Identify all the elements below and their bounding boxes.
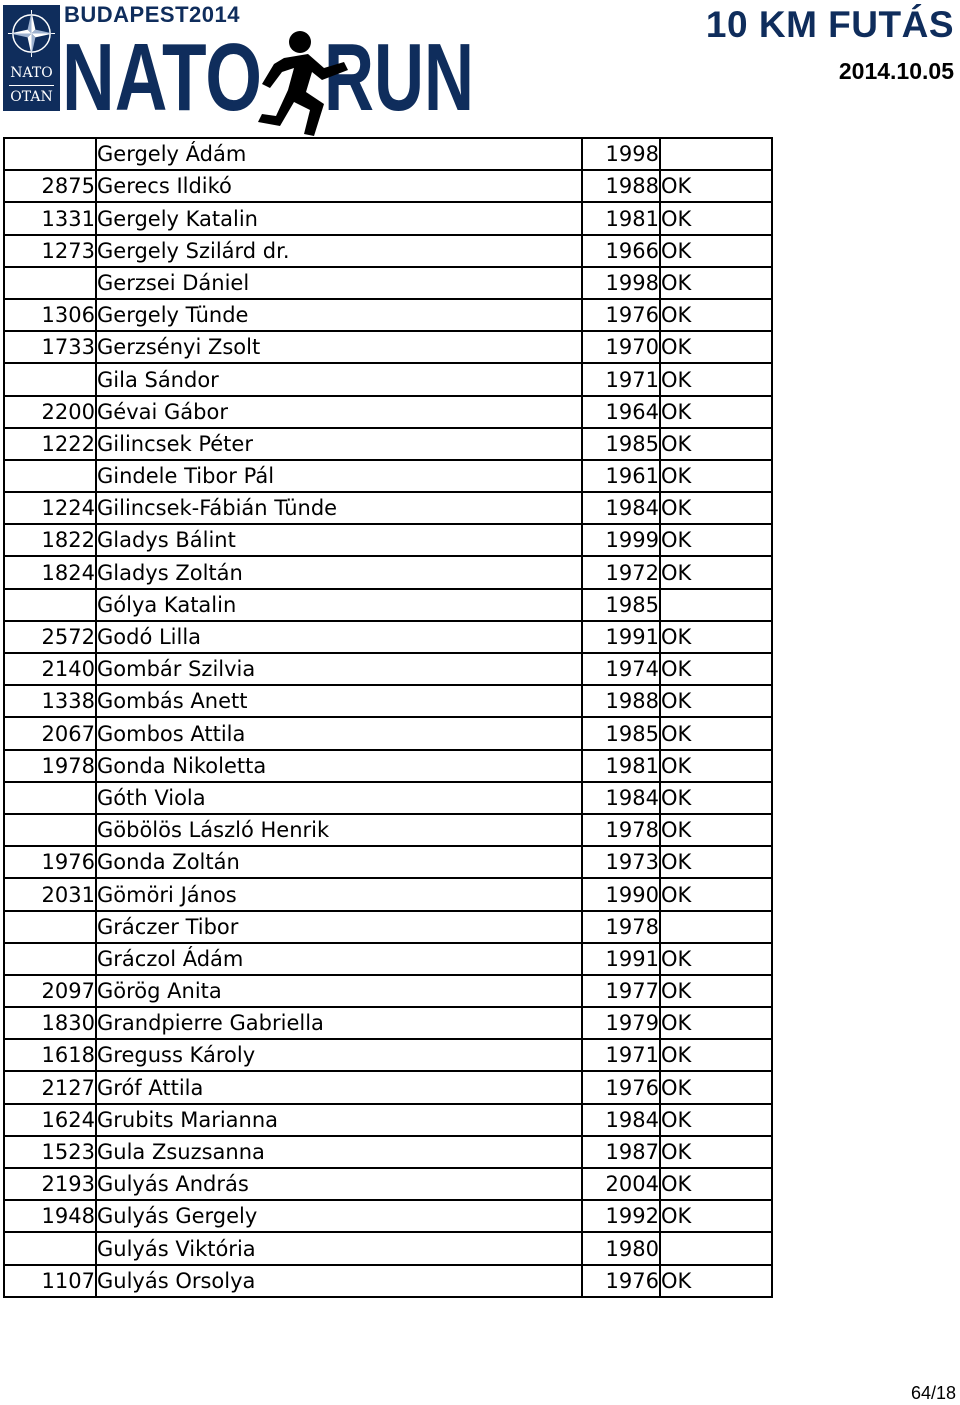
status: OK — [660, 396, 772, 428]
status: OK — [660, 1071, 772, 1103]
table-row — [4, 299, 772, 331]
table-row — [4, 492, 772, 524]
status: OK — [660, 202, 772, 234]
runner-name: Gulyás András — [96, 1168, 582, 1200]
table-row — [4, 911, 772, 943]
status: OK — [660, 267, 772, 299]
event-title: 10 KM FUTÁS — [705, 4, 954, 45]
birth-year: 1971 — [582, 1039, 660, 1071]
status: OK — [660, 460, 772, 492]
bib-number: 1830 — [4, 1007, 96, 1039]
bib-number — [4, 943, 96, 975]
status: OK — [660, 299, 772, 331]
table-row — [4, 975, 772, 1007]
runner-name: Gindele Tibor Pál — [96, 460, 582, 492]
bib-number: 1222 — [4, 428, 96, 460]
bib-number — [4, 363, 96, 395]
status — [660, 589, 772, 621]
birth-year: 1990 — [582, 878, 660, 910]
birth-year: 1985 — [582, 717, 660, 749]
bib-number: 1306 — [4, 299, 96, 331]
runner-name: Gonda Nikoletta — [96, 750, 582, 782]
birth-year: 1988 — [582, 685, 660, 717]
status: OK — [660, 653, 772, 685]
bib-number: 2572 — [4, 621, 96, 653]
table-row — [4, 846, 772, 878]
status: OK — [660, 943, 772, 975]
status: OK — [660, 878, 772, 910]
birth-year: 1981 — [582, 750, 660, 782]
bib-number: 1976 — [4, 846, 96, 878]
runner-name: Göbölös László Henrik — [96, 814, 582, 846]
runner-name: Gulyás Gergely — [96, 1200, 582, 1232]
table-row — [4, 685, 772, 717]
birth-year: 1976 — [582, 1265, 660, 1297]
runner-name: Gilincsek-Fábián Tünde — [96, 492, 582, 524]
birth-year: 1985 — [582, 589, 660, 621]
table-row — [4, 1232, 772, 1264]
bib-number — [4, 267, 96, 299]
table-row — [4, 235, 772, 267]
bib-number: 1618 — [4, 1039, 96, 1071]
birth-year: 1972 — [582, 556, 660, 588]
birth-year: 1991 — [582, 943, 660, 975]
status: OK — [660, 750, 772, 782]
runner-name: Gólya Katalin — [96, 589, 582, 621]
birth-year: 1973 — [582, 846, 660, 878]
bib-number: 1822 — [4, 524, 96, 556]
bib-number — [4, 1232, 96, 1264]
runner-name: Gerecs Ildikó — [96, 170, 582, 202]
birth-year: 1971 — [582, 363, 660, 395]
table-row — [4, 1136, 772, 1168]
bib-number: 1273 — [4, 235, 96, 267]
table-row — [4, 814, 772, 846]
nato-run-logo — [62, 24, 482, 138]
bib-number — [4, 782, 96, 814]
table-row — [4, 556, 772, 588]
status: OK — [660, 363, 772, 395]
birth-year: 1976 — [582, 299, 660, 331]
bib-number: 1978 — [4, 750, 96, 782]
table-row — [4, 428, 772, 460]
table-row — [4, 878, 772, 910]
emblem-divider — [9, 85, 54, 86]
runner-name: Góth Viola — [96, 782, 582, 814]
runner-name: Gergely Tünde — [96, 299, 582, 331]
runner-name: Gergely Szilárd dr. — [96, 235, 582, 267]
status: OK — [660, 1039, 772, 1071]
runner-name: Gerzsényi Zsolt — [96, 331, 582, 363]
bib-number: 2200 — [4, 396, 96, 428]
budapest-2014-label: BUDAPEST2014 — [64, 2, 240, 27]
bib-number: 1331 — [4, 202, 96, 234]
status: OK — [660, 975, 772, 1007]
nato-emblem — [3, 5, 60, 111]
runner-name: Gróf Attila — [96, 1071, 582, 1103]
runner-name: Gévai Gábor — [96, 396, 582, 428]
runner-name: Gulyás Viktória — [96, 1232, 582, 1264]
runner-name: Godó Lilla — [96, 621, 582, 653]
birth-year: 1988 — [582, 170, 660, 202]
results-table — [3, 137, 773, 1298]
table-row — [4, 170, 772, 202]
runner-name: Gonda Zoltán — [96, 846, 582, 878]
table-row — [4, 1007, 772, 1039]
bib-number: 2875 — [4, 170, 96, 202]
bib-number — [4, 138, 96, 170]
bib-number: 2140 — [4, 653, 96, 685]
runner-name: Gerzsei Dániel — [96, 267, 582, 299]
runner-name: Grandpierre Gabriella — [96, 1007, 582, 1039]
birth-year: 1981 — [582, 202, 660, 234]
birth-year: 1964 — [582, 396, 660, 428]
nato-label: NATO — [10, 65, 53, 81]
bib-number: 1824 — [4, 556, 96, 588]
nato-compass-star-icon — [7, 9, 56, 58]
birth-year: 1978 — [582, 814, 660, 846]
status: OK — [660, 782, 772, 814]
birth-year: 1999 — [582, 524, 660, 556]
page-number: 64/18 — [910, 1383, 956, 1403]
birth-year: 1991 — [582, 621, 660, 653]
runner-name: Gergely Katalin — [96, 202, 582, 234]
birth-year: 1980 — [582, 1232, 660, 1264]
status: OK — [660, 556, 772, 588]
runner-name: Gráczer Tibor — [96, 911, 582, 943]
status — [660, 1232, 772, 1264]
birth-year: 1998 — [582, 267, 660, 299]
table-row — [4, 750, 772, 782]
runner-name: Gula Zsuzsanna — [96, 1136, 582, 1168]
table-row — [4, 621, 772, 653]
svg-text:NATO: NATO — [62, 24, 262, 131]
runner-name: Gladys Bálint — [96, 524, 582, 556]
table-row — [4, 138, 772, 170]
birth-year: 1978 — [582, 911, 660, 943]
table-row — [4, 363, 772, 395]
runner-name: Grubits Marianna — [96, 1104, 582, 1136]
table-row — [4, 1265, 772, 1297]
table-row — [4, 267, 772, 299]
status: OK — [660, 685, 772, 717]
runner-name: Gömöri János — [96, 878, 582, 910]
bib-number: 1224 — [4, 492, 96, 524]
table-row — [4, 202, 772, 234]
bib-number: 1733 — [4, 331, 96, 363]
bib-number — [4, 460, 96, 492]
bib-number: 2127 — [4, 1071, 96, 1103]
birth-year: 1987 — [582, 1136, 660, 1168]
bib-number: 2067 — [4, 717, 96, 749]
birth-year: 1966 — [582, 235, 660, 267]
birth-year: 1977 — [582, 975, 660, 1007]
table-row — [4, 1104, 772, 1136]
status: OK — [660, 1200, 772, 1232]
runner-name: Gombár Szilvia — [96, 653, 582, 685]
status: OK — [660, 1007, 772, 1039]
table-row — [4, 1168, 772, 1200]
table-row — [4, 653, 772, 685]
birth-year: 1976 — [582, 1071, 660, 1103]
bib-number: 1523 — [4, 1136, 96, 1168]
bib-number: 1107 — [4, 1265, 96, 1297]
bib-number — [4, 589, 96, 621]
status: OK — [660, 331, 772, 363]
runner-name: Gilincsek Péter — [96, 428, 582, 460]
runner-name: Gulyás Orsolya — [96, 1265, 582, 1297]
status: OK — [660, 1168, 772, 1200]
status: OK — [660, 235, 772, 267]
event-date: 2014.10.05 — [838, 58, 954, 84]
table-row — [4, 331, 772, 363]
status — [660, 911, 772, 943]
status: OK — [660, 524, 772, 556]
birth-year: 2004 — [582, 1168, 660, 1200]
table-row — [4, 396, 772, 428]
bib-number — [4, 814, 96, 846]
birth-year: 1998 — [582, 138, 660, 170]
birth-year: 1984 — [582, 782, 660, 814]
runner-name: Gombás Anett — [96, 685, 582, 717]
status: OK — [660, 1265, 772, 1297]
runner-name: Gombos Attila — [96, 717, 582, 749]
status: OK — [660, 621, 772, 653]
runner-name: Gladys Zoltán — [96, 556, 582, 588]
table-row — [4, 1071, 772, 1103]
table-row — [4, 782, 772, 814]
bib-number: 1624 — [4, 1104, 96, 1136]
birth-year: 1992 — [582, 1200, 660, 1232]
status: OK — [660, 1104, 772, 1136]
runner-name: Gráczol Ádám — [96, 943, 582, 975]
table-row — [4, 1039, 772, 1071]
birth-year: 1974 — [582, 653, 660, 685]
table-row — [4, 943, 772, 975]
status: OK — [660, 1136, 772, 1168]
svg-text:RUN: RUN — [324, 24, 474, 131]
runner-name: Gila Sándor — [96, 363, 582, 395]
table-row — [4, 589, 772, 621]
status: OK — [660, 717, 772, 749]
birth-year: 1984 — [582, 1104, 660, 1136]
bib-number: 2097 — [4, 975, 96, 1007]
birth-year: 1984 — [582, 492, 660, 524]
status: OK — [660, 814, 772, 846]
status: OK — [660, 170, 772, 202]
birth-year: 1979 — [582, 1007, 660, 1039]
table-row — [4, 717, 772, 749]
bib-number: 1338 — [4, 685, 96, 717]
runner-name: Gergely Ádám — [96, 138, 582, 170]
bib-number — [4, 911, 96, 943]
results-table-body — [4, 138, 772, 1297]
status — [660, 138, 772, 170]
status: OK — [660, 492, 772, 524]
bib-number: 2031 — [4, 878, 96, 910]
otan-label: OTAN — [10, 89, 53, 105]
birth-year: 1970 — [582, 331, 660, 363]
bib-number: 2193 — [4, 1168, 96, 1200]
table-row — [4, 524, 772, 556]
birth-year: 1961 — [582, 460, 660, 492]
table-row — [4, 460, 772, 492]
runner-name: Greguss Károly — [96, 1039, 582, 1071]
birth-year: 1985 — [582, 428, 660, 460]
status: OK — [660, 846, 772, 878]
runner-name: Görög Anita — [96, 975, 582, 1007]
table-row — [4, 1200, 772, 1232]
bib-number: 1948 — [4, 1200, 96, 1232]
status: OK — [660, 428, 772, 460]
